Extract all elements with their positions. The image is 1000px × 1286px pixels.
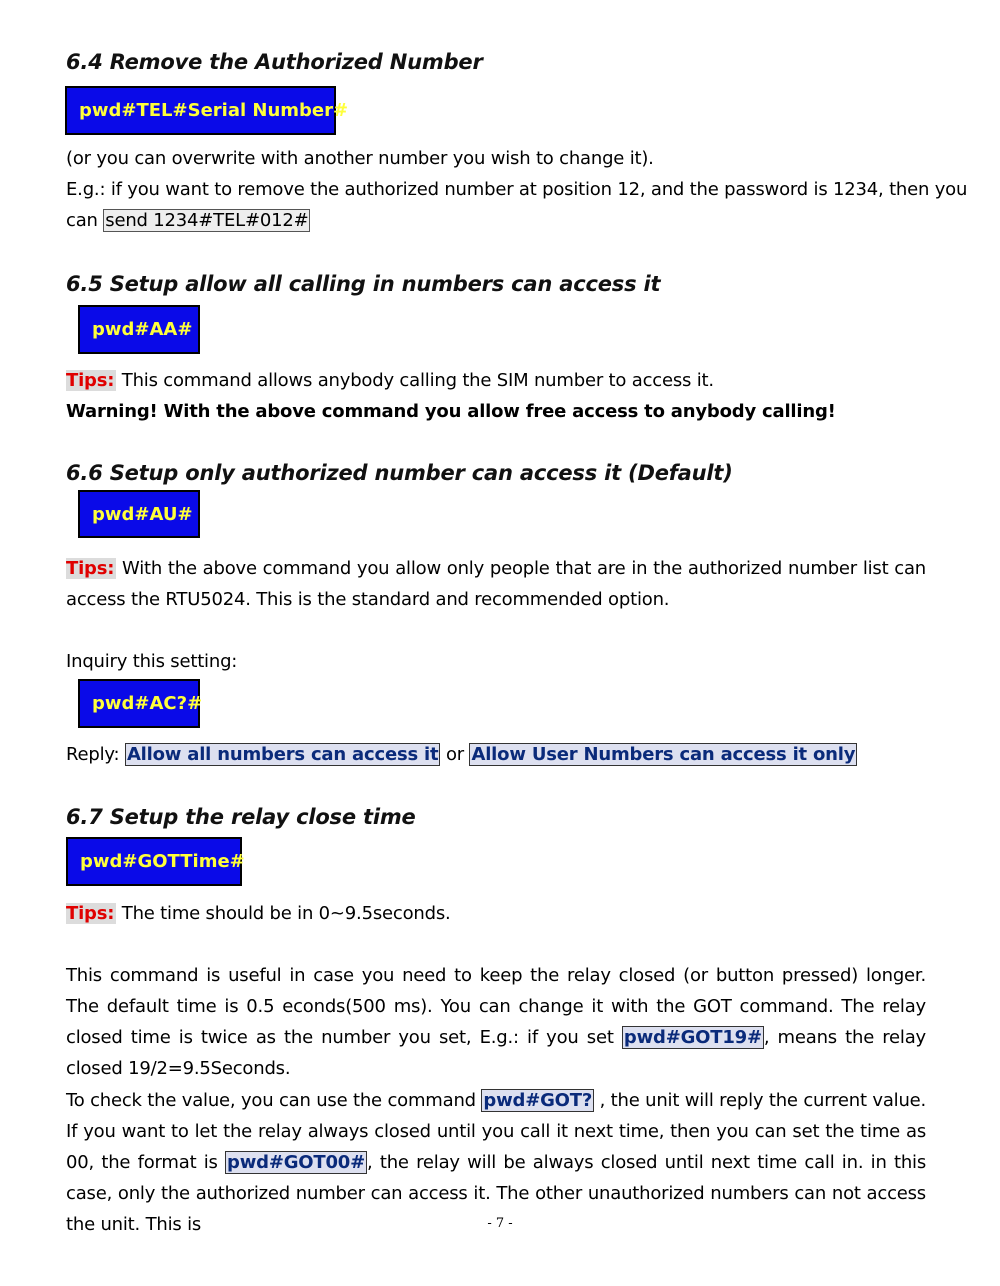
- allow-all-tips-text: This command allows anybody calling the SIM number to access it.: [116, 370, 714, 391]
- section-6-6-heading: 6.6 Setup only authorized number can access it (Default): [66, 461, 733, 485]
- got19-command: pwd#GOT19#: [623, 1027, 762, 1048]
- authorized-only-tips: [66, 553, 926, 615]
- reply-option-user-only: Allow User Numbers can access it only: [471, 744, 856, 765]
- section-6-5-heading: 6.5 Setup allow all calling in numbers can access it: [66, 272, 661, 296]
- authorized-only-tips-text: With the above command you allow only people that are in the authorized number list can access the RTU5024. This is the standard and recommended option.: [66, 558, 926, 610]
- reply-label: Reply:: [66, 744, 125, 765]
- reply-option-allow-all: Allow all numbers can access it: [126, 744, 439, 765]
- relay-time-paragraph-2: [66, 1085, 926, 1116]
- remove-example-line: E.g.: if you want to remove the authorized number at position 12, and the password is 1234, then you: [66, 179, 968, 200]
- relay-time-tips-text: The time should be in 0~9.5seconds.: [116, 903, 451, 924]
- free-access-warning: Warning! With the above command you allow free access to anybody calling!: [66, 401, 836, 422]
- tips-label: Tips:: [66, 903, 115, 924]
- remove-example-code: send 1234#TEL#012#: [105, 210, 309, 231]
- relay-paragraph-2-b: , the unit will reply the current value.: [594, 1090, 927, 1111]
- allow-all-tips: [66, 365, 714, 396]
- authorized-only-command-box: pwd#AU#: [78, 490, 200, 538]
- relay-time-command-box: pwd#GOTTime#: [66, 837, 242, 886]
- inquiry-label: Inquiry this setting:: [66, 651, 238, 672]
- got00-command: pwd#GOT00#: [227, 1152, 366, 1173]
- reply-or: or: [440, 744, 470, 765]
- section-6-4-heading: 6.4 Remove the Authorized Number: [66, 50, 483, 74]
- page-number: - 7 -: [487, 1216, 513, 1231]
- relay-time-tips: [66, 898, 451, 929]
- remove-example-prefix: can: [66, 210, 104, 231]
- relay-paragraph-1-a: This command is useful in case you need to keep the relay closed (or button pressed) longer. The default time is 0.5 econds(500 ms). You can change it with the GOT command. The relay closed time is twice as the number you set, E.g.: if you set: [66, 965, 926, 1048]
- allow-all-command-box: pwd#AA#: [78, 305, 200, 354]
- relay-time-paragraph-1: [66, 960, 926, 1084]
- remove-example-line-2: [66, 205, 310, 236]
- tips-label: Tips:: [66, 558, 115, 579]
- relay-paragraph-1-b: , means the relay closed 19/2=9.5Seconds.: [66, 1027, 927, 1079]
- relay-paragraph-3-a: If you want to let the relay always closed until you call it next time, then you can set the time as 00, the format is: [66, 1121, 926, 1173]
- got-query-command: pwd#GOT?: [483, 1090, 593, 1111]
- remove-number-command-box: pwd#TEL#Serial Number#: [65, 86, 336, 135]
- inquiry-command-box: pwd#AC?#: [78, 679, 200, 728]
- tips-label: Tips:: [66, 370, 115, 391]
- relay-paragraph-3-b: , the relay will be always closed until next time call in. in this case, only the authorized number can access it. The other unauthorized numbers can not access the unit. This is: [66, 1152, 927, 1235]
- relay-paragraph-2-a: To check the value, you can use the command: [66, 1090, 482, 1111]
- overwrite-note: (or you can overwrite with another number you wish to change it).: [66, 148, 654, 169]
- reply-line: [66, 739, 857, 770]
- section-6-7-heading: 6.7 Setup the relay close time: [66, 805, 416, 829]
